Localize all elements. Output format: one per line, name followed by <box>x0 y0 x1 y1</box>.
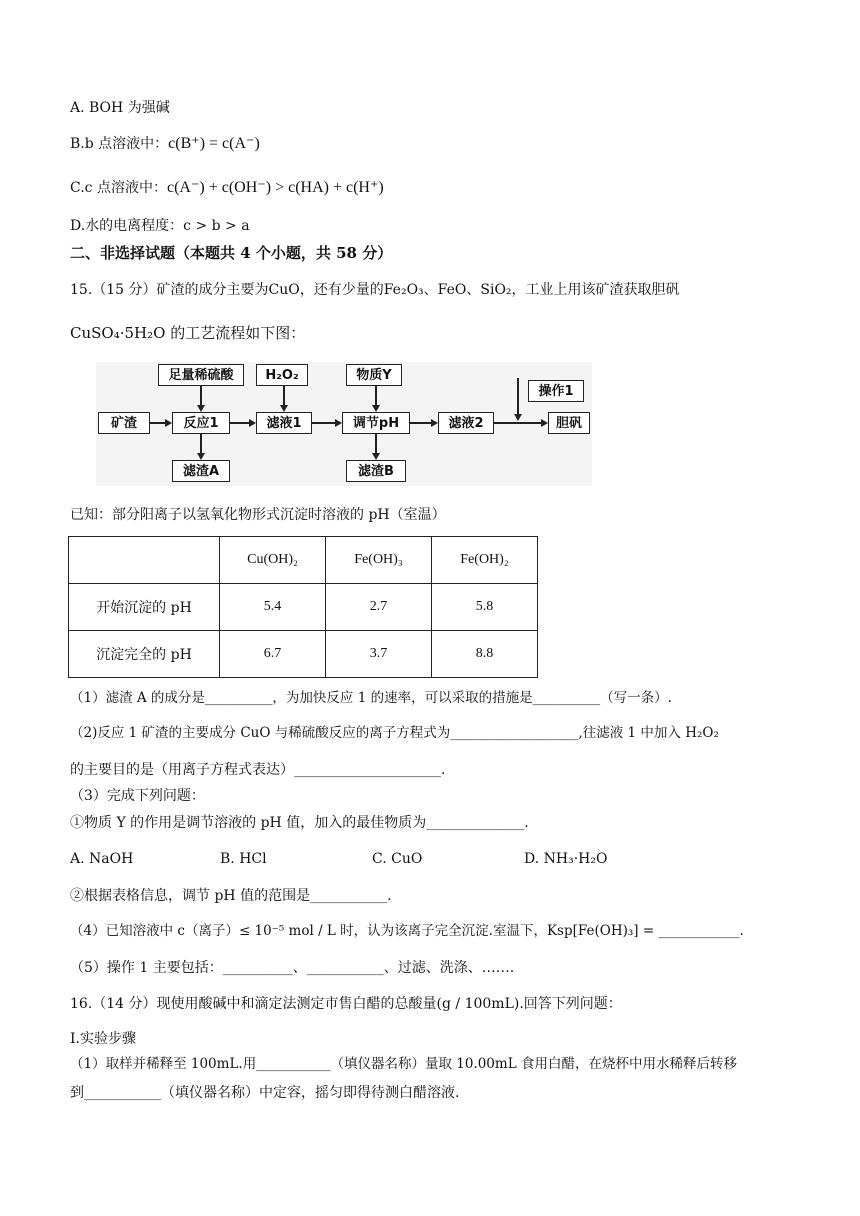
q16-intro: 16.（14 分）现使用酸碱中和滴定法测定市售白醋的总酸量(g / 100mL).回答下列问题： <box>70 996 622 1012</box>
table-header-cell: Fe(OH)₃ <box>326 537 432 584</box>
arrow-head <box>197 405 205 412</box>
q15-part3: （3）完成下列问题： <box>70 788 205 804</box>
table-header-cell <box>69 537 220 584</box>
process-flowchart <box>96 362 592 486</box>
arrow-line <box>375 434 377 453</box>
table-header-cell: Cu(OH)₂ <box>220 537 326 584</box>
table-header-row <box>69 537 538 584</box>
arrow-head <box>372 453 380 460</box>
option-c-expr: c(A⁻) + c(OH⁻) > c(HA) + c(H⁺) <box>166 179 384 196</box>
table-cell: 6.7 <box>220 631 326 678</box>
table-cell: 3.7 <box>326 631 432 678</box>
table-header-cell: Fe(OH)₂ <box>432 537 538 584</box>
arrow-line <box>230 422 249 424</box>
flow-residue-a: 滤渣A <box>172 460 230 482</box>
arrow-line <box>150 422 165 424</box>
known-note: 已知：部分阳离子以氢氧化物形式沉淀时溶液的 pH（室温） <box>70 507 446 523</box>
arrow-head <box>249 419 256 427</box>
flow-h2o2: H₂O₂ <box>256 364 308 386</box>
q16-part1-title: Ⅰ.实验步骤 <box>70 1031 136 1047</box>
flow-residue-b: 滤渣B <box>346 460 406 482</box>
arrow-line <box>410 422 431 424</box>
ph-table <box>68 536 538 678</box>
arrow-head <box>197 453 205 460</box>
q15-part5: （5）操作 1 主要包括：__________、___________、过滤、洗涤、……. <box>70 960 515 976</box>
arrow-line <box>200 434 202 453</box>
q15-part2-line1: （2)反应 1 矿渣的主要成分 CuO 与稀硫酸反应的离子方程式为___________________,往滤液 1 中加入 H₂O₂ <box>70 725 719 741</box>
flow-product: 胆矾 <box>548 412 590 434</box>
table-cell: 5.4 <box>220 584 326 631</box>
table-cell: 开始沉淀的 pH <box>69 584 220 631</box>
option-c <box>70 178 384 198</box>
q15-intro-line2: CuSO₄·5H₂O 的工艺流程如下图： <box>70 324 306 342</box>
option-b <box>70 134 260 154</box>
table-cell: 沉淀完全的 pH <box>69 631 220 678</box>
q16-step1-line2: 到___________（填仪器名称）中定容，摇匀即得待测白醋溶液. <box>70 1085 460 1101</box>
choice-b: B. HCl <box>220 851 267 867</box>
flow-acid: 足量稀硫酸 <box>158 364 244 386</box>
flow-adjust-ph: 调节pH <box>342 412 410 434</box>
q15-part3-1: ①物质 Y 的作用是调节溶液的 pH 值，加入的最佳物质为______________. <box>70 815 529 831</box>
q15-intro-line1: 15.（15 分）矿渣的成分主要为CuO，还有少量的Fe₂O₃、FeO、SiO₂，工业上用该矿渣获取胆矾 <box>70 282 680 298</box>
table-row <box>69 631 538 678</box>
table-cell: 2.7 <box>326 584 432 631</box>
arrow-line <box>200 386 202 405</box>
arrow-head <box>541 419 548 427</box>
option-a: A. BOH 为强碱 <box>70 100 170 116</box>
flow-filtrate2: 滤液2 <box>438 412 494 434</box>
choice-a: A. NaOH <box>70 851 134 867</box>
table-row <box>69 584 538 631</box>
arrow-head <box>335 419 342 427</box>
arrow-line <box>375 386 377 405</box>
arrow-head <box>431 419 438 427</box>
arrow-line <box>517 378 519 414</box>
q16-step1-line1: （1）取样并稀释至 100mL.用___________（填仪器名称）量取 10.00mL 食用白醋，在烧杯中用水稀释后转移 <box>70 1056 737 1072</box>
arrow-line <box>312 422 335 424</box>
flow-filtrate1: 滤液1 <box>256 412 312 434</box>
option-b-expr: c(B⁺) = c(A⁻) <box>168 135 260 152</box>
flow-substance-y: 物质Y <box>346 364 402 386</box>
flow-ore: 矿渣 <box>98 412 150 434</box>
q15-part1: （1）滤渣 A 的成分是__________，为加快反应 1 的速率，可以采取的措施是__________（写一条）. <box>70 690 672 706</box>
arrow-head <box>514 414 522 421</box>
arrow-head <box>280 405 288 412</box>
table-cell: 8.8 <box>432 631 538 678</box>
option-b-prefix: B.b 点溶液中： <box>70 136 169 152</box>
section-title: 二、非选择试题（本题共 4 个小题，共 58 分） <box>70 244 393 262</box>
q15-part2-line2: 的主要目的是（用离子方程式表达）_____________________. <box>70 762 446 778</box>
option-c-prefix: C.c 点溶液中： <box>70 180 167 196</box>
option-d: D.水的电离程度：c > b > a <box>70 218 250 234</box>
arrow-line <box>283 386 285 405</box>
q15-part4: （4）已知溶液中 c（离子）≤ 10⁻⁵ mol / L 时，认为该离子完全沉淀.室温下，Ksp[Fe(OH)₃] = ____________. <box>70 923 744 939</box>
choice-d: D. NH₃·H₂O <box>524 851 608 867</box>
arrow-line <box>494 422 541 424</box>
arrow-head <box>372 405 380 412</box>
table-cell: 5.8 <box>432 584 538 631</box>
choice-c: C. CuO <box>372 851 423 867</box>
arrow-head <box>165 419 172 427</box>
flow-reaction1: 反应1 <box>172 412 230 434</box>
q15-part3-2: ②根据表格信息，调节 pH 值的范围是___________. <box>70 888 392 904</box>
flow-operation1: 操作1 <box>528 380 584 402</box>
